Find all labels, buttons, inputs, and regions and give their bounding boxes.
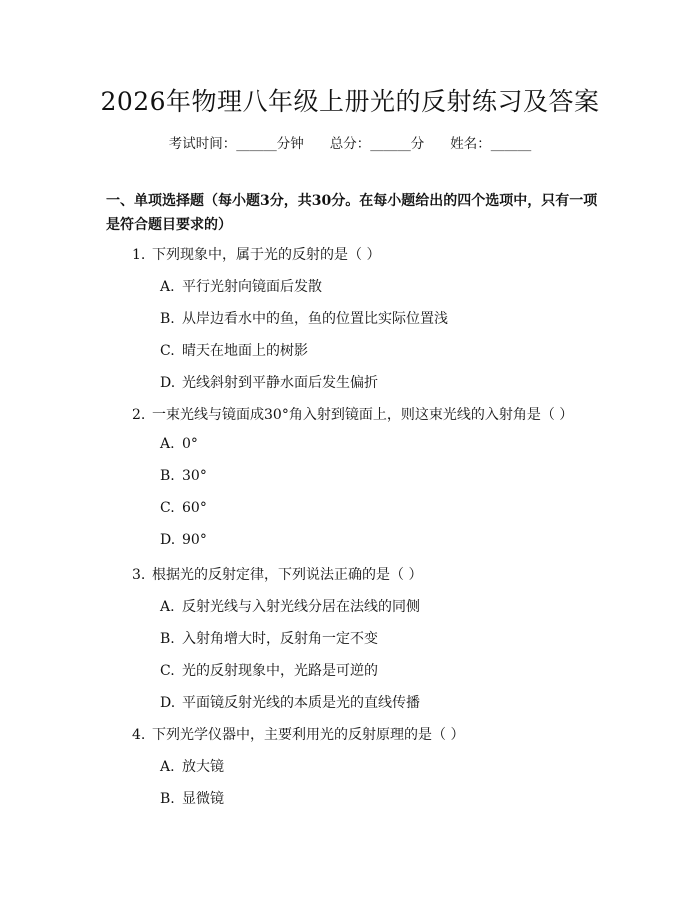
question-3-option-d: [160, 692, 420, 712]
question-3-option-c: [160, 660, 378, 680]
option-text: 放大镜: [182, 759, 224, 775]
option-letter: D.: [160, 695, 176, 711]
question-text: 根据光的反射定律，下列说法正确的是（ ）: [152, 567, 423, 583]
option-text: 平行光射向镜面后发散: [182, 279, 322, 295]
option-letter: B.: [160, 791, 175, 807]
question-4-option-b: [160, 788, 224, 808]
page-title: 2026年物理八年级上册光的反射练习及答案: [100, 87, 600, 116]
question-1-option-b: [160, 308, 448, 328]
option-letter: B.: [160, 468, 175, 484]
question-number: 1.: [132, 247, 146, 263]
question-2-option-d: [160, 532, 207, 548]
option-text: 显微镜: [182, 791, 224, 807]
student-name-label: 姓名：______: [450, 136, 532, 152]
option-text: 反射光线与入射光线分居在法线的同侧: [182, 599, 420, 615]
question-number: 4.: [132, 727, 146, 743]
option-letter: A.: [160, 759, 175, 775]
option-text: 90°: [182, 532, 207, 548]
option-text: 30°: [182, 468, 207, 484]
option-letter: C.: [160, 343, 175, 359]
option-text: 入射角增大时，反射角一定不变: [182, 631, 378, 647]
option-letter: B.: [160, 311, 175, 327]
option-text: 光线斜射到平静水面后发生偏折: [182, 375, 378, 391]
option-letter: A.: [160, 279, 175, 295]
section-heading: 一、单项选择题（每小题3分，共30分。在每小题给出的四个选项中，只有一项是符合题目要求的）: [106, 193, 598, 233]
question-1-option-c: [160, 340, 308, 360]
question-2-option-c: [160, 500, 207, 516]
option-letter: B.: [160, 631, 175, 647]
question-1-option-d: [160, 372, 378, 392]
question-3: [132, 564, 422, 584]
exam-time-label: 考试时间：______分钟: [168, 136, 304, 152]
question-3-option-a: [160, 596, 420, 616]
question-2: [132, 404, 573, 424]
option-letter: D.: [160, 532, 176, 548]
option-letter: A.: [160, 436, 175, 452]
question-1-option-a: [160, 276, 322, 296]
question-text: 下列现象中，属于光的反射的是（ ）: [152, 247, 381, 263]
question-text: 下列光学仪器中，主要利用光的反射原理的是（ ）: [152, 727, 465, 743]
question-number: 3.: [132, 567, 146, 583]
question-1: [132, 244, 380, 264]
exam-info: [0, 132, 700, 152]
question-4: [132, 724, 464, 744]
option-letter: D.: [160, 375, 176, 391]
option-text: 60°: [182, 500, 207, 516]
option-letter: C.: [160, 663, 175, 679]
option-text: 从岸边看水中的鱼，鱼的位置比实际位置浅: [182, 311, 448, 327]
question-2-option-b: [160, 468, 207, 484]
option-letter: C.: [160, 500, 175, 516]
option-text: 晴天在地面上的树影: [182, 343, 308, 359]
option-text: 0°: [182, 436, 198, 452]
question-text: 一束光线与镜面成30°角入射到镜面上，则这束光线的入射角是（ ）: [152, 407, 574, 423]
question-2-option-a: [160, 436, 198, 452]
total-score-label: 总分：______分: [329, 136, 425, 152]
question-3-option-b: [160, 628, 378, 648]
option-text: 平面镜反射光线的本质是光的直线传播: [182, 695, 420, 711]
option-letter: A.: [160, 599, 175, 615]
question-4-option-a: [160, 756, 224, 776]
question-number: 2.: [132, 407, 146, 423]
option-text: 光的反射现象中，光路是可逆的: [182, 663, 378, 679]
